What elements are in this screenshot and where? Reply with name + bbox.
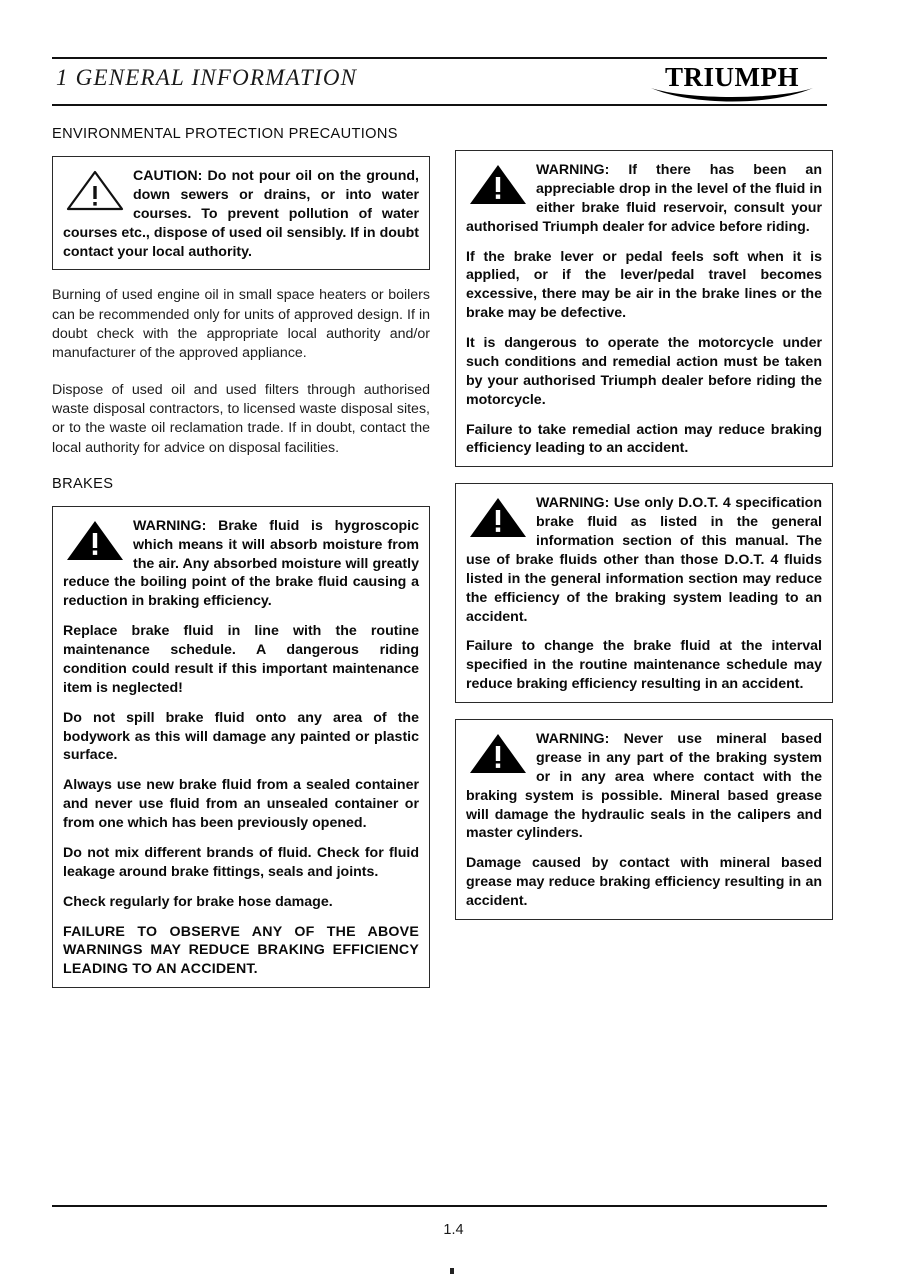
- warning-paragraph: Do not spill brake fluid onto any area of the bodywork as this will damage any painted or plastic surface.: [63, 709, 419, 764]
- section-heading-environmental: ENVIRONMENTAL PROTECTION PRECAUTIONS: [52, 126, 398, 142]
- header-rule-bottom: [52, 104, 827, 106]
- left-column: [52, 126, 430, 1004]
- caution-text: CAUTION: Do not pour oil on the ground, down sewers or drains, or into water courses. To prevent pollution of water courses etc., dispose of used oil sensibly. If in doubt contact your local authority.: [63, 168, 419, 260]
- warning-box-dot4-brake-fluid: [455, 483, 833, 703]
- warning-triangle-filled-icon: [468, 163, 530, 205]
- warning-triangle-outline-icon: [65, 169, 127, 211]
- warning-box-brake-fluid-hygroscopic: [52, 506, 430, 988]
- right-column: [455, 150, 833, 936]
- registration-mark: [450, 1268, 454, 1274]
- warning-paragraph: If the brake lever or pedal feels soft when it is applied, or if the lever/pedal travel becomes excessive, there may be air in the brake lines or the brake may be defective.: [466, 248, 822, 322]
- warning-paragraph: Damage caused by contact with mineral based grease may reduce braking efficiency resulting in an accident.: [466, 855, 822, 909]
- warning-paragraph: Replace brake fluid in line with the routine maintenance schedule. A dangerous riding condition could result if this important maintenance item is neglected!: [63, 623, 419, 696]
- caution-box-oil-disposal: [52, 156, 430, 270]
- warning-paragraph: Always use new brake fluid from a sealed container and never use fluid from an unsealed container or from one which has been previously opened.: [63, 777, 419, 831]
- warning-paragraph: Check regularly for brake hose damage.: [63, 893, 333, 910]
- warning-paragraph: WARNING: Use only D.O.T. 4 specification brake fluid as listed in the general information section of this manual. The use of brake fluids other than those D.O.T. 4 fluids listed in the general information section may reduce the efficiency of the braking system leading to an accident.: [466, 495, 822, 625]
- warning-box-mineral-based-grease: [455, 719, 833, 920]
- warning-triangle-filled-icon: [468, 496, 530, 538]
- warning-paragraph: Failure to change the brake fluid at the interval specified in the routine maintenance schedule may reduce braking efficiency resulting in an accident.: [466, 638, 822, 693]
- warning-paragraph: It is dangerous to operate the motorcycle under such conditions and remedial action must be taken by your authorised Triumph dealer before riding the motorcycle.: [466, 335, 822, 408]
- paragraph-burning-used-oil: Burning of used engine oil in small space heaters or boilers can be recommended only for units of approved design. If in doubt check with the appropriate local authority and/or manufacturer of the approved appliance.: [52, 287, 430, 361]
- warning-paragraph: WARNING: Brake fluid is hygroscopic which means it will absorb moisture from the air. Any absorbed moisture will greatly reduce the boiling point of the brake fluid causing a reduction in braking efficiency.: [63, 517, 419, 610]
- page-title: 1 GENERAL INFORMATION: [56, 65, 358, 90]
- warning-box-fluid-level-drop: [455, 150, 833, 467]
- footer-rule: [52, 1205, 827, 1207]
- page-header: [52, 57, 827, 107]
- warning-paragraph: Do not mix different brands of fluid. Check for fluid leakage around brake fittings, seals and joints.: [63, 844, 419, 880]
- warning-paragraph: Failure to take remedial action may reduce braking efficiency leading to an accident.: [466, 421, 822, 457]
- warning-paragraph: WARNING: Never use mineral based grease in any part of the braking system or in any area where contact with the braking system is possible. Mineral based grease will damage the hydraulic seals in the calipers and master cylinders.: [466, 731, 822, 842]
- page-number: 1.4: [443, 1222, 464, 1238]
- warning-triangle-filled-icon: [468, 732, 530, 774]
- paragraph-dispose-of-used-oil: Dispose of used oil and used filters through authorised waste disposal contractors, to licensed waste disposal sites, or to the waste oil reclamation trade. If in doubt, contact the local authority for advice on disposal facilities.: [52, 382, 430, 456]
- warning-paragraph-failure-notice: FAILURE TO OBSERVE ANY OF THE ABOVE WARNINGS MAY REDUCE BRAKING EFFICIENCY LEADING TO AN ACCIDENT.: [63, 923, 419, 978]
- warning-triangle-filled-icon: [65, 519, 127, 561]
- section-heading-brakes: BRAKES: [52, 475, 114, 492]
- svg-text:TRIUMPH: TRIUMPH: [665, 62, 799, 92]
- warning-paragraph: WARNING: If there has been an appreciable drop in the level of the fluid in either brake fluid reservoir, consult your authorised Triumph dealer for advice before riding.: [466, 162, 822, 235]
- triumph-logo: [637, 59, 827, 103]
